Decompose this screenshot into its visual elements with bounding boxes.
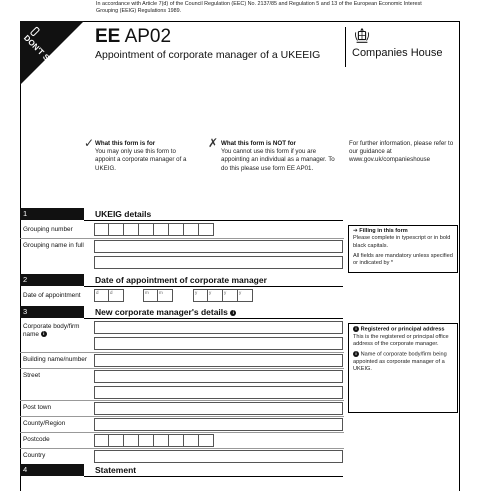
section-3-title: New corporate manager's details i xyxy=(95,306,236,318)
row-divider xyxy=(20,448,344,449)
street-input-2[interactable] xyxy=(94,386,343,399)
row-divider xyxy=(20,416,344,417)
date-year-input[interactable]: y y y y xyxy=(193,289,253,302)
date-of-appointment-label: Date of appointment xyxy=(23,292,81,299)
dont-staple-badge xyxy=(20,21,84,85)
legal-note: In accordance with Article 7(d) of the Council Regulation (EEC) No. 2137/85 and Regulation 5 and 13 of the European Economic Interest Grouping (EEIG) Regulations 1989. xyxy=(96,1,422,14)
section-1-number: 1 xyxy=(20,208,84,220)
cross-icon: ✗ xyxy=(208,136,219,150)
section-1-title: UKEIG details xyxy=(95,209,152,219)
section-1-rule xyxy=(84,220,343,221)
county-label: County/Region xyxy=(23,420,66,427)
grouping-number-input[interactable] xyxy=(94,223,214,236)
royal-crest-icon xyxy=(353,27,371,45)
logo-divider xyxy=(345,27,346,67)
row-divider xyxy=(20,238,344,239)
form-code: EE AP02 xyxy=(95,26,172,47)
grouping-name-input-2[interactable] xyxy=(94,256,343,269)
filling-in-form-note: ➔ Filling in this form Please complete in typescript or in bold black capitals. All fields are mandatory unless specified or indicated by * xyxy=(348,225,458,273)
corporate-body-input-1[interactable] xyxy=(94,321,343,334)
section-2-title: Date of appointment of corporate manager xyxy=(95,275,267,285)
country-input[interactable] xyxy=(94,450,343,463)
date-day-input[interactable]: d d xyxy=(94,289,124,302)
section-2-number: 2 xyxy=(20,274,84,286)
building-input[interactable] xyxy=(94,354,343,367)
brand-name: Companies House xyxy=(352,47,443,59)
date-month-input[interactable]: m m xyxy=(143,289,173,302)
section-4-rule xyxy=(84,476,343,477)
row-divider xyxy=(20,432,344,433)
section-2-rule xyxy=(84,286,343,287)
street-input-1[interactable] xyxy=(94,370,343,383)
row-divider xyxy=(20,400,344,401)
postcode-input[interactable] xyxy=(94,434,214,447)
post-town-label: Post town xyxy=(23,404,52,411)
row-divider xyxy=(20,352,344,353)
info-icon: i xyxy=(230,310,236,316)
form-title: Appointment of corporate manager of a UKEEIG xyxy=(95,49,321,61)
section-3-number: 3 xyxy=(20,306,84,318)
registered-address-note: i Registered or principal address This is the registered or principal office address of the corporate manager. i Name of corporate body/firm being appointed as corporate manager of a UKEIG. xyxy=(348,323,458,413)
dont-staple-label: DON'T STAPLE xyxy=(21,33,70,81)
corporate-body-input-2[interactable] xyxy=(94,337,343,350)
section-4-title: Statement xyxy=(95,465,137,475)
further-information: For further information, please refer to our guidance at www.gov.uk/companieshouse xyxy=(349,140,454,164)
grouping-name-label: Grouping name in full xyxy=(23,242,84,249)
section-3-rule xyxy=(84,318,343,319)
info-icon: i xyxy=(41,331,47,337)
street-label: Street xyxy=(23,372,41,379)
corporate-body-label: Corporate body/firm name i xyxy=(23,323,80,338)
building-label: Building name/number xyxy=(23,356,87,363)
check-icon: ✓ xyxy=(84,136,95,150)
arrow-right-icon: ➔ xyxy=(353,228,358,234)
section-4-number: 4 xyxy=(20,464,84,476)
county-input[interactable] xyxy=(94,418,343,431)
what-form-is-for: What this form is for You may only use this form to appoint a corporate manager of a UKEIG. xyxy=(95,140,187,172)
info-icon: i xyxy=(353,351,359,357)
country-label: Country xyxy=(23,452,46,459)
post-town-input[interactable] xyxy=(94,402,343,415)
info-icon: i xyxy=(353,326,359,332)
grouping-name-input-1[interactable] xyxy=(94,240,343,253)
postcode-label: Postcode xyxy=(23,436,50,443)
row-divider xyxy=(20,368,344,369)
what-form-is-not-for: What this form is NOT for You cannot use this form if you are appointing an individual as a manager. To do this please use form EE AP01. xyxy=(221,140,335,172)
grouping-number-label: Grouping number xyxy=(23,226,73,233)
